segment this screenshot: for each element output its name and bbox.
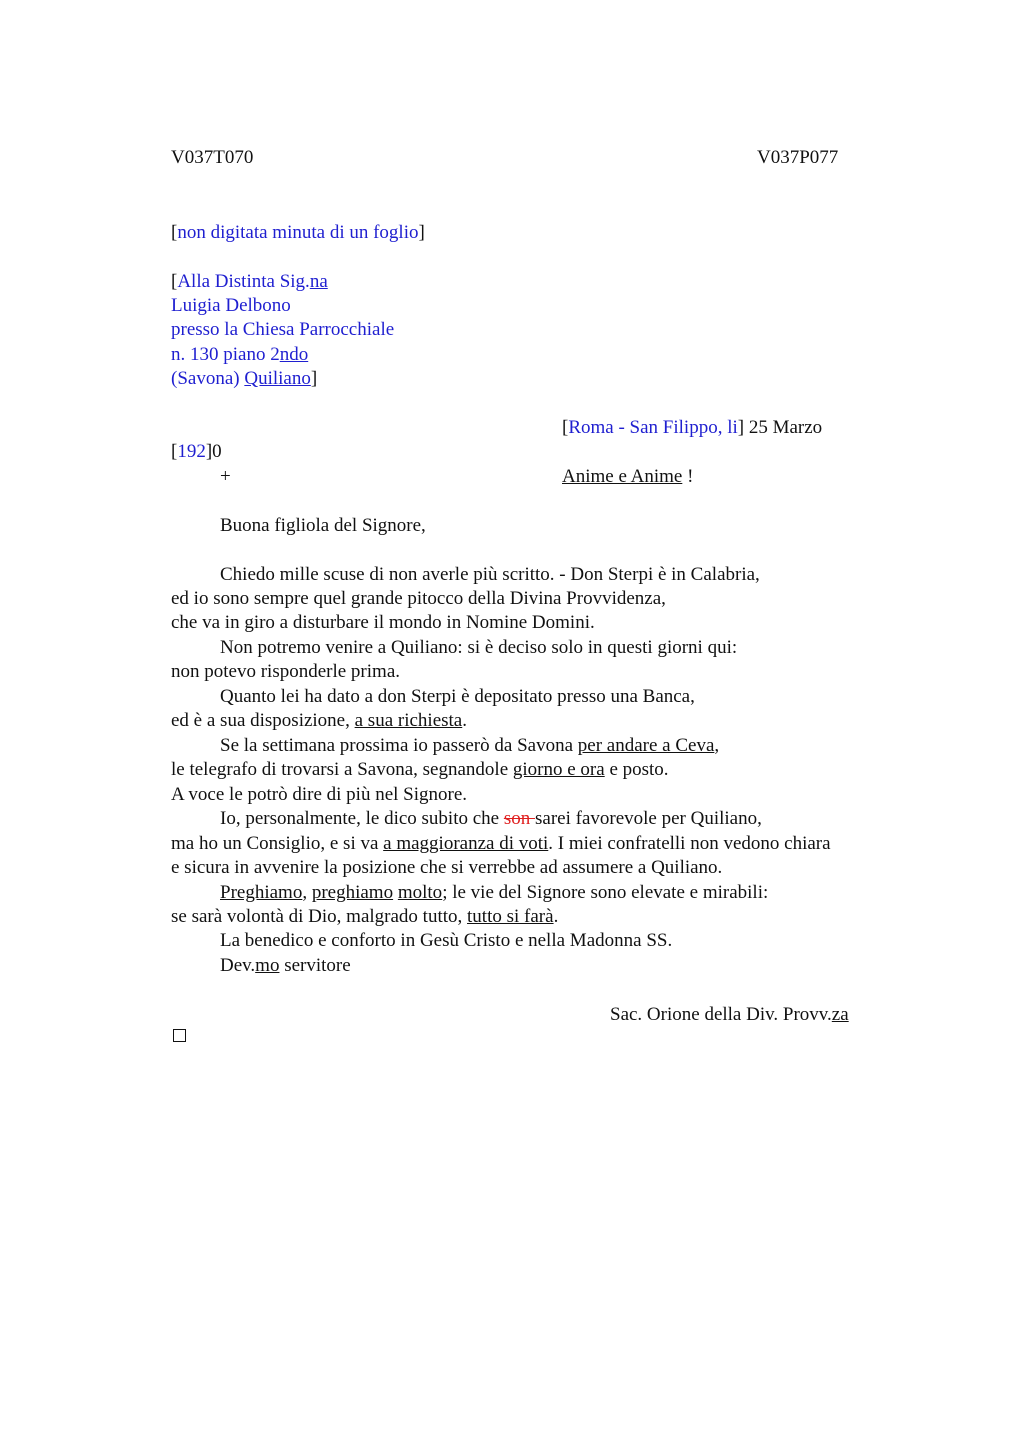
body-line: Non potremo venire a Quiliano: si è deciso solo in questi giorni qui: [220,637,738,658]
closing-line: Dev.mo servitore [220,955,351,976]
document-code-left: V037T070 [171,147,254,168]
body-line: le telegrafo di trovarsi a Savona, segnandole giorno e ora e posto. [171,759,669,780]
dateline-year: [192]0 [171,441,222,462]
address-line-2: Luigia Delbono [171,295,291,316]
body-line: ed io sono sempre quel grande pitocco della Divina Provvidenza, [171,588,666,609]
editor-note-text: non digitata minuta di un foglio [177,222,419,243]
address-line-5: (Savona) Quiliano] [171,368,318,389]
address-line-3: presso la Chiesa Parrocchiale [171,319,395,340]
signature: Sac. Orione della Div. Provv.za [610,1004,849,1025]
body-line: e sicura in avvenire la posizione che si verrebbe ad assumere a Quiliano. [171,857,723,878]
body-line: ma ho un Consiglio, e si va a maggioranza di voti. I miei confratelli non vedono chiara [171,833,831,854]
body-line: Io, personalmente, le dico subito che son sarei favorevole per Quiliano, [220,808,762,829]
body-line: A voce le potrò dire di più nel Signore. [171,784,468,805]
editor-note: [non digitata minuta di un foglio] [171,222,425,243]
motto: Anime e Anime ! [562,466,694,487]
end-marker-box [173,1029,186,1042]
body-line: ed è a sua disposizione, a sua richiesta. [171,710,467,731]
dateline: [Roma - San Filippo, li] 25 Marzo [562,417,823,438]
body-line: Chiedo mille scuse di non averle più scritto. - Don Sterpi è in Calabria, [220,564,760,585]
body-line: se sarà volontà di Dio, malgrado tutto, tutto si farà. [171,906,559,927]
address-line-4: n. 130 piano 2ndo [171,344,309,365]
address-line-1: [Alla Distinta Sig.na [171,271,328,292]
body-line: Se la settimana prossima io passerò da Savona per andare a Ceva, [220,735,720,756]
cross-mark: + [220,466,231,487]
salutation: Buona figliola del Signore, [220,515,426,536]
body-line: che va in giro a disturbare il mondo in Nomine Domini. [171,612,595,633]
deleted-word: son [503,808,536,829]
body-line: Preghiamo, preghiamo molto; le vie del Signore sono elevate e mirabili: [220,882,769,903]
document-code-right: V037P077 [757,147,839,168]
body-line: non potevo risponderle prima. [171,661,401,682]
body-line: La benedico e conforto in Gesù Cristo e nella Madonna SS. [220,930,673,951]
body-line: Quanto lei ha dato a don Sterpi è depositato presso una Banca, [220,686,695,707]
